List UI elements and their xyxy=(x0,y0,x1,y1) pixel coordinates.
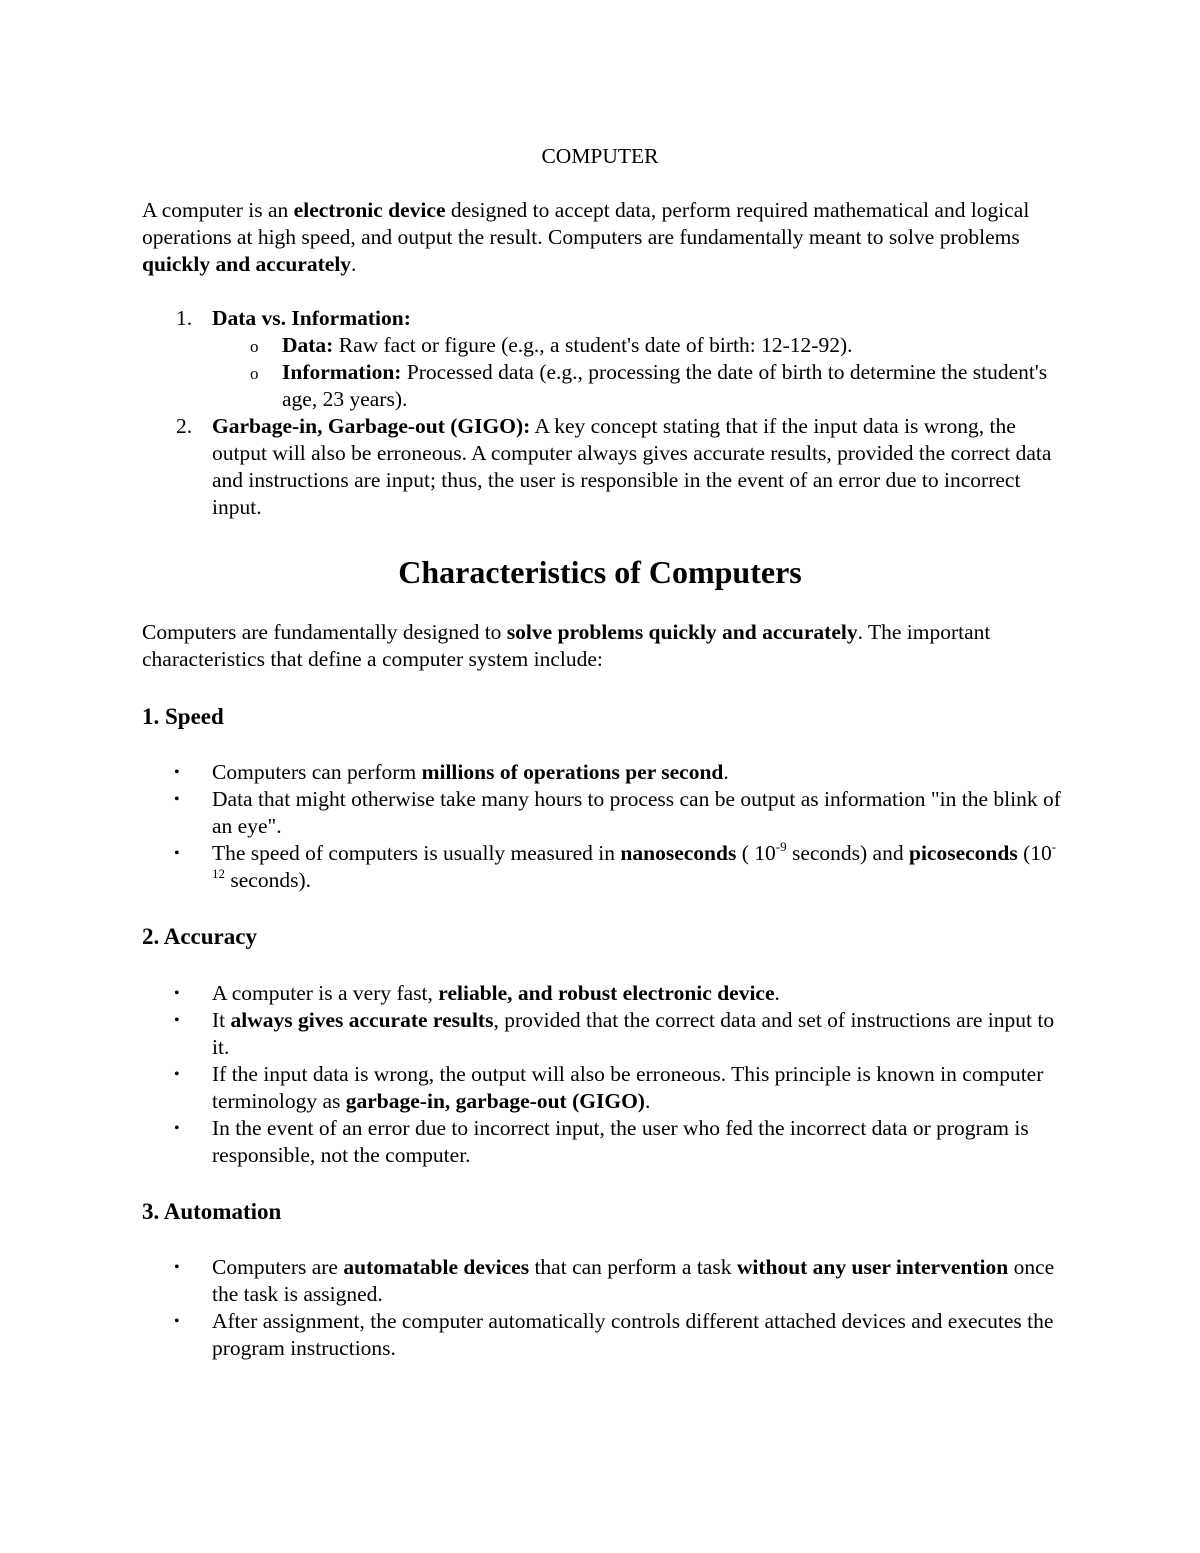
list-item xyxy=(142,840,1062,894)
automation-list xyxy=(142,1254,1062,1362)
sub-list xyxy=(212,332,1062,413)
sub-bullet-icon: o xyxy=(250,364,259,383)
list-text: After assignment, the computer automatically controls different attached devices and executes the program instructions. xyxy=(212,1309,1054,1360)
page-title: COMPUTER xyxy=(541,144,659,168)
list-bold: automatable devices xyxy=(343,1255,530,1279)
list-bold: always gives accurate results xyxy=(230,1008,494,1032)
list-text: . xyxy=(723,760,729,784)
char-intro-bold: solve problems quickly and accurately xyxy=(506,620,858,644)
list-text: In the event of an error due to incorrect input, the user who fed the incorrect data or program is responsible, not the computer. xyxy=(212,1116,1029,1167)
intro-bold: quickly and accurately xyxy=(142,252,352,276)
list-number: 1. xyxy=(176,306,193,330)
list-item xyxy=(142,1061,1062,1115)
list-text: , provided that the correct data and set of instructions are input to it. xyxy=(212,1008,1055,1059)
list-bold: millions of operations per second xyxy=(421,760,724,784)
bullet-icon: • xyxy=(174,791,180,808)
numbered-item-data-vs-information xyxy=(142,305,1062,413)
bullet-icon: • xyxy=(174,764,180,781)
section-heading: Characteristics of Computers xyxy=(398,554,802,590)
accuracy-heading: 2. Accuracy xyxy=(142,924,257,949)
list-text: seconds). xyxy=(225,868,311,892)
accuracy-list xyxy=(142,980,1062,1169)
item-text: A key concept stating that if the input data is wrong, the output will also be erroneous. A computer always gives accurate results, provided the correct data and instructions are input; thus, the user is responsible in the event of an error due to incorrect input. xyxy=(212,414,1052,519)
numbered-list xyxy=(142,305,1062,521)
list-text: . xyxy=(774,981,780,1005)
sub-item-label: Information: xyxy=(282,360,402,384)
char-intro-text: Computers are fundamentally designed to xyxy=(142,620,507,644)
item-label: Garbage-in, Garbage-out (GIGO): xyxy=(212,414,531,438)
intro-bold: electronic device xyxy=(293,198,446,222)
list-text: seconds) and xyxy=(786,841,909,865)
bullet-icon: • xyxy=(174,1313,180,1330)
list-bold: reliable, and robust electronic device xyxy=(438,981,775,1005)
list-bold: garbage-in, garbage-out (GIGO) xyxy=(345,1089,645,1113)
bullet-icon: • xyxy=(174,845,180,862)
sub-item-text: Raw fact or figure (e.g., a student's date of birth: 12-12-92). xyxy=(333,333,853,357)
bullet-icon: • xyxy=(174,985,180,1002)
list-item xyxy=(142,1254,1062,1308)
sub-item-data xyxy=(212,332,1062,359)
exponent: -12 xyxy=(212,838,1057,881)
characteristics-intro xyxy=(142,619,1062,673)
numbered-item-gigo xyxy=(142,413,1062,521)
exponent: -9 xyxy=(775,838,787,854)
list-text: . xyxy=(644,1089,651,1113)
sub-item-text: Processed data (e.g., processing the date of birth to determine the student's age, 23 years). xyxy=(282,360,1048,411)
intro-paragraph xyxy=(142,197,1062,278)
list-bold: without any user intervention xyxy=(736,1255,1009,1279)
list-bold: picoseconds xyxy=(908,841,1018,865)
bullet-icon: • xyxy=(174,1259,180,1276)
list-text: once the task is assigned. xyxy=(212,1255,1055,1306)
list-bold: nanoseconds xyxy=(620,841,737,865)
list-item xyxy=(142,1007,1062,1061)
intro-text: . xyxy=(351,252,357,276)
intro-text: A computer is an xyxy=(142,198,294,222)
list-text: Computers can perform xyxy=(212,760,422,784)
list-text: It xyxy=(212,1008,231,1032)
speed-list xyxy=(142,759,1062,894)
list-text: (10 xyxy=(1017,841,1052,865)
list-text: Data that might otherwise take many hours to process can be output as information "in the blink of an eye". xyxy=(212,787,1061,838)
list-item xyxy=(142,1308,1062,1362)
list-item xyxy=(142,1115,1062,1169)
sub-item-information xyxy=(212,359,1062,413)
bullet-icon: • xyxy=(174,1066,180,1083)
list-text: ( 10 xyxy=(736,841,776,865)
list-text: If the input data is wrong, the output will also be erroneous. This principle is known in computer terminology as xyxy=(212,1062,1044,1113)
bullet-icon: • xyxy=(174,1012,180,1029)
intro-text: designed to accept data, perform required mathematical and logical operations at high speed, and output the result. Computers are fundamentally meant to solve problems xyxy=(142,198,1030,249)
list-number: 2. xyxy=(176,414,193,438)
bullet-icon: • xyxy=(174,1120,180,1137)
list-item xyxy=(142,786,1062,840)
item-label: Data vs. Information: xyxy=(212,306,411,330)
automation-heading: 3. Automation xyxy=(142,1199,282,1224)
speed-heading: 1. Speed xyxy=(142,704,224,729)
sub-bullet-icon: o xyxy=(250,337,259,356)
list-text: that can perform a task xyxy=(529,1255,737,1279)
list-item xyxy=(142,980,1062,1007)
list-text: A computer is a very fast, xyxy=(212,981,439,1005)
list-item xyxy=(142,759,1062,786)
sub-item-label: Data: xyxy=(282,333,334,357)
list-text: The speed of computers is usually measured in xyxy=(212,841,621,865)
char-intro-text: . The important characteristics that define a computer system include: xyxy=(142,620,991,671)
list-text: Computers are xyxy=(212,1255,344,1279)
